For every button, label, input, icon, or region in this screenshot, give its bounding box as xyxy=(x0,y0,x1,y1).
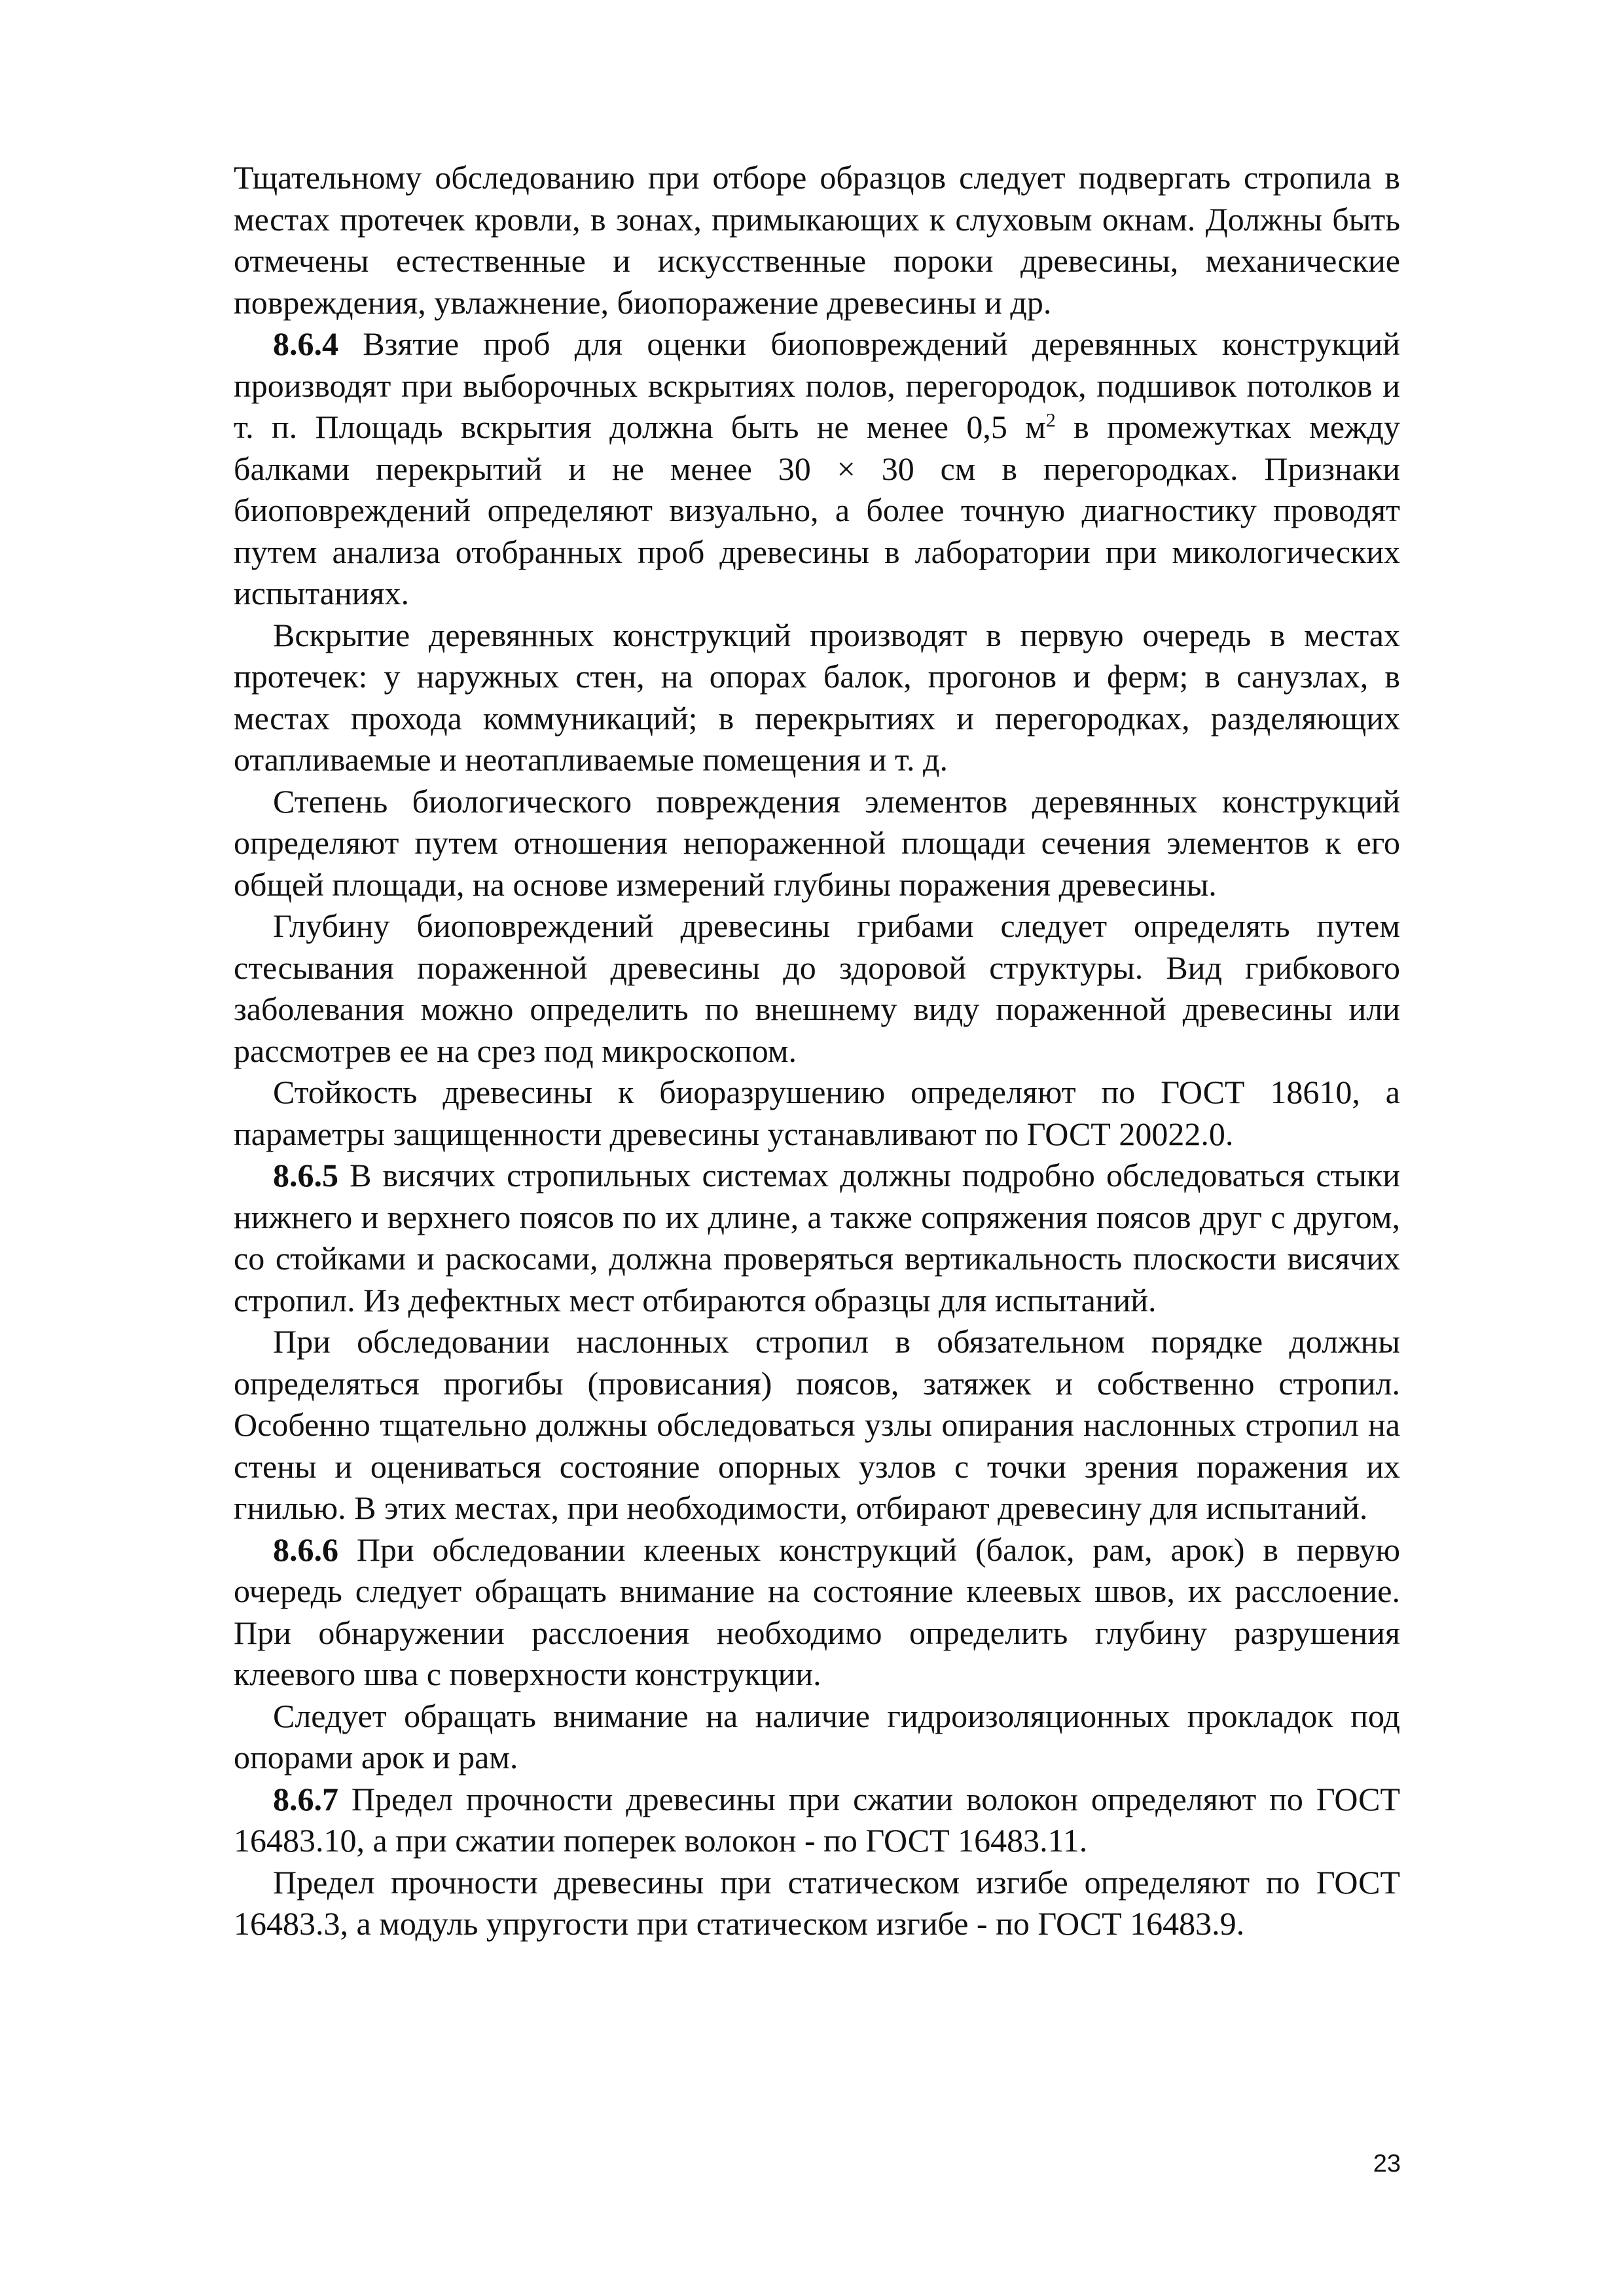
paragraph-sloped-rafters xyxy=(234,1321,1400,1529)
section-number: 8.6.7 xyxy=(273,1780,338,1817)
page-number: 23 xyxy=(1373,2150,1401,2178)
paragraph-text: Следует обращать внимание на наличие гидроизоляционных прокладок под опорами арок и рам. xyxy=(234,1697,1400,1776)
paragraph-text: Вскрытие деревянных конструкций производят в первую очередь в местах протечек: у наружных стен, на опорах балок, прогонов и ферм; в санузлах, в местах прохода коммуникаций; в перекрытиях и перегородках, разделяющих отапливаемые и неотапливаемые помещения и т. д. xyxy=(234,616,1400,778)
paragraph-8-6-6 xyxy=(234,1529,1400,1696)
paragraph-waterproofing xyxy=(234,1696,1400,1779)
section-number: 8.6.4 xyxy=(273,325,338,362)
paragraph-damage-degree xyxy=(234,781,1400,906)
paragraph-text: При обследовании наслонных стропил в обязательном порядке должны определяться прогибы (провисания) поясов, затяжек и собственно стропил. Особенно тщательно должны обследоваться узлы опирания наслонных стропил на стены и оцениваться состояние опорных узлов с точки зрения поражения их гнилью. В этих местах, при необходимости, отбирают древесину для испытаний. xyxy=(234,1323,1400,1526)
paragraph-text: Тщательному обследованию при отборе образцов следует подвергать стропила в местах протечек кровли, в зонах, примыкающих к слуховым окнам. Должны быть отмечены естественные и искусственные пороки древесины, механические повреждения, увлажнение, биопоражение древесины и др. xyxy=(234,159,1400,321)
paragraph-text: Глубину биоповреждений древесины грибами следует определять путем стесывания пораженной древесины до здоровой структуры. Вид грибкового заболевания можно определить по внешнему виду пораженной древесины или рассмотрев ее на срез под микроскопом. xyxy=(234,907,1400,1069)
paragraph-sampling-inspection xyxy=(234,157,1400,323)
paragraph-text: Предел прочности древесины при сжатии волокон определяют по ГОСТ 16483.10, а при сжатии поперек волокон - по ГОСТ 16483.11. xyxy=(234,1780,1401,1859)
superscript: 2 xyxy=(1045,409,1056,431)
paragraph-fungus-depth xyxy=(234,905,1400,1072)
paragraph-text: Взятие проб для оценки биоповреждений деревянных конструкций производят при выборочных вскрытиях полов, перегородок, подшивок потолков и т. п. Площадь вскрытия должна быть не менее 0,5 м xyxy=(234,325,1401,445)
paragraph-biodegradation-resistance xyxy=(234,1072,1400,1155)
paragraph-text: Степень биологического повреждения элементов деревянных конструкций определяют путем отношения непораженной площади сечения элементов к его общей площади, на основе измерений глубины поражения древесины. xyxy=(234,782,1400,903)
paragraph-text: Предел прочности древесины при статическом изгибе определяют по ГОСТ 16483.3, а модуль упругости при статическом изгибе - по ГОСТ 16483.9. xyxy=(234,1863,1400,1942)
section-number: 8.6.6 xyxy=(273,1531,338,1568)
document-page xyxy=(234,157,1400,1945)
paragraph-opening-structures xyxy=(234,615,1400,781)
paragraph-8-6-5 xyxy=(234,1155,1400,1321)
paragraph-8-6-7 xyxy=(234,1779,1400,1862)
paragraph-text: Стойкость древесины к биоразрушению определяют по ГОСТ 18610, а параметры защищенности древесины устанавливают по ГОСТ 20022.0. xyxy=(234,1074,1400,1152)
paragraph-8-6-4 xyxy=(234,323,1400,615)
paragraph-text-continued: в промежутках между балками перекрытий и не менее 30 × 30 см в перегородках. Признаки биоповреждений определяют визуально, а более точную диагностику проводят путем анализа отобранных проб древесины в лаборатории при микологических испытаниях. xyxy=(234,409,1400,611)
paragraph-bending-strength xyxy=(234,1862,1400,1945)
section-number: 8.6.5 xyxy=(273,1157,338,1194)
paragraph-text: При обследовании клееных конструкций (балок, рам, арок) в первую очередь следует обращать внимание на состояние клеевых швов, их расслоение. При обнаружении расслоения необходимо определить глубину разрушения клеевого шва с поверхности конструкции. xyxy=(234,1531,1401,1692)
paragraph-text: В висячих стропильных системах должны подробно обследоваться стыки нижнего и верхнего поясов по их длине, а также сопряжения поясов друг с другом, со стойками и раскосами, должна проверяться вертикальность плоскости висячих стропил. Из дефектных мест отбираются образцы для испытаний. xyxy=(234,1157,1401,1319)
